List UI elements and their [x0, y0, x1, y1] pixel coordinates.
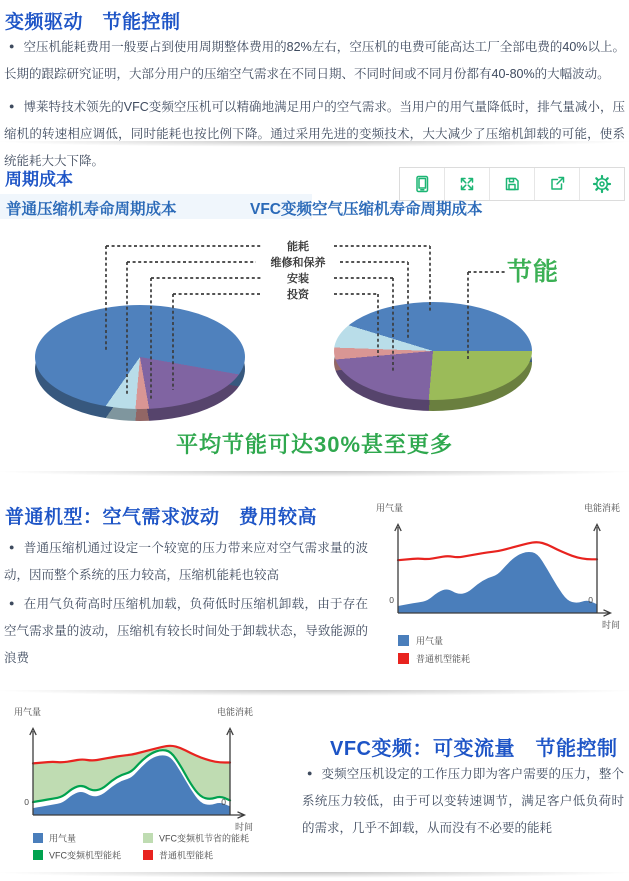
- save-button[interactable]: [489, 168, 534, 200]
- normal-bullet-2: ● 在用气负荷高时压缩机加载，负荷低时压缩机卸载，由于存在空气需求量的波动，压缩机有较长时间处于卸载状态，导致能源的浪费: [4, 597, 368, 665]
- saving-label: 节能: [507, 258, 560, 286]
- normal-lifecycle-pie: [35, 305, 245, 409]
- vfc-consumption-chart: [10, 702, 262, 872]
- pie-label-maintenance: 维修和保养: [270, 257, 326, 269]
- settings-icon: [592, 174, 612, 194]
- left-pie-title: 普通压缩机寿命周期成本: [6, 201, 177, 218]
- legend-normal: 普通机型能耗: [159, 850, 214, 861]
- share-icon: [547, 174, 567, 194]
- normal-consumption-chart: [372, 497, 624, 675]
- legend-swatch-normal: [143, 850, 153, 860]
- section-divider: [0, 690, 629, 697]
- normal-bullet-1: ● 普通压缩机通过设定一个较宽的压力带来应对空气需求量的波动，因而整个系统的压力较高，压缩机能耗也较高: [4, 541, 368, 582]
- pie-label-installation: 安装: [287, 273, 309, 285]
- saving-footer: 平均节能可达30%甚至更多: [175, 432, 454, 457]
- section-divider: [0, 141, 629, 148]
- fullscreen-button[interactable]: [444, 168, 489, 200]
- chart-legend: [33, 833, 249, 861]
- legend-demand: 用气量: [416, 636, 444, 646]
- section-divider: [0, 872, 629, 879]
- origin-right: 0: [588, 595, 593, 605]
- y-right-label: 电能消耗: [583, 503, 620, 513]
- legend-saving: VFC变频机节省的能耗: [159, 833, 250, 844]
- legend-swatch-normal: [398, 653, 409, 664]
- x-axis-label: 时间: [601, 620, 620, 630]
- vfc-bullet-1: ● 变频空压机设定的工作压力即为客户需要的压力，整个系统压力较低，由于可以变转速调节，满足客户低负荷时的需求，几乎不卸载，从而没有不必要的能耗: [302, 767, 624, 835]
- intro-section: [0, 0, 629, 168]
- mobile-button[interactable]: [400, 168, 444, 200]
- legend-vfc: VFC变频机型能耗: [49, 850, 122, 861]
- intro-bullet-2: ● 博莱特技术领先的VFC变频空压机可以精确地满足用户的空气需求。当用户的用气量降低时，排气量减小，压缩机的转速相应调低，同时能耗也按比例下降。通过采用先进的变频技术，大大减少了压缩机卸载的可能，使系统能耗大大下降。: [4, 100, 626, 168]
- save-icon: [502, 174, 522, 194]
- origin-left: 0: [389, 595, 394, 605]
- vfc-section: [0, 698, 629, 872]
- bullet-dot: ●: [9, 542, 15, 552]
- viewer-toolbar: [399, 167, 625, 201]
- origin-left: 0: [24, 797, 29, 807]
- bullet-dot: ●: [9, 101, 15, 111]
- origin-right: 0: [221, 797, 226, 807]
- cycle-cost-title: 周期成本: [5, 170, 73, 189]
- pie-label-energy: 能耗: [287, 241, 309, 253]
- legend-swatch-saving: [143, 833, 153, 843]
- cycle-cost-section: [0, 150, 629, 474]
- bullet-dot: ●: [9, 41, 15, 51]
- intro-bullet-1: ● 空压机能耗费用一般要占到使用周期整体费用的82%左右，空压机的电费可能高达工厂全部电费的40%以上。长期的跟踪研究证明，大部分用户的压缩空气需求在不同日期、不同时间或不同月份都有40-80%的大幅波动。: [4, 40, 626, 81]
- vfc-section-title: VFC变频：可变流量 节能控制: [330, 738, 618, 760]
- pie-label-investment: 投资: [287, 289, 309, 301]
- share-button[interactable]: [534, 168, 579, 200]
- legend-demand: 用气量: [49, 833, 77, 844]
- vfc-lifecycle-pie: [334, 302, 532, 400]
- mobile-icon: [412, 174, 432, 194]
- bullet-dot: ●: [307, 768, 313, 778]
- fullscreen-icon: [457, 174, 477, 194]
- legend-swatch-demand: [398, 635, 409, 646]
- y-left-label: 用气量: [376, 503, 404, 513]
- right-pie-title: VFC变频空气压缩机寿命周期成本: [250, 201, 483, 218]
- normal-section: [0, 489, 629, 687]
- page-title: 变频驱动 节能控制: [5, 12, 181, 33]
- section-divider: [0, 471, 629, 478]
- y-right-label: 电能消耗: [216, 707, 253, 717]
- legend-normal: 普通机型能耗: [416, 654, 471, 664]
- y-left-label: 用气量: [14, 707, 42, 717]
- settings-button[interactable]: [579, 168, 624, 200]
- legend-swatch-vfc: [33, 850, 43, 860]
- bullet-dot: ●: [9, 598, 15, 608]
- x-axis-label: 时间: [234, 822, 253, 832]
- legend-swatch-demand: [33, 833, 43, 843]
- chart-legend: [398, 635, 470, 664]
- normal-section-title: 普通机型：空气需求波动 费用较高: [5, 507, 318, 528]
